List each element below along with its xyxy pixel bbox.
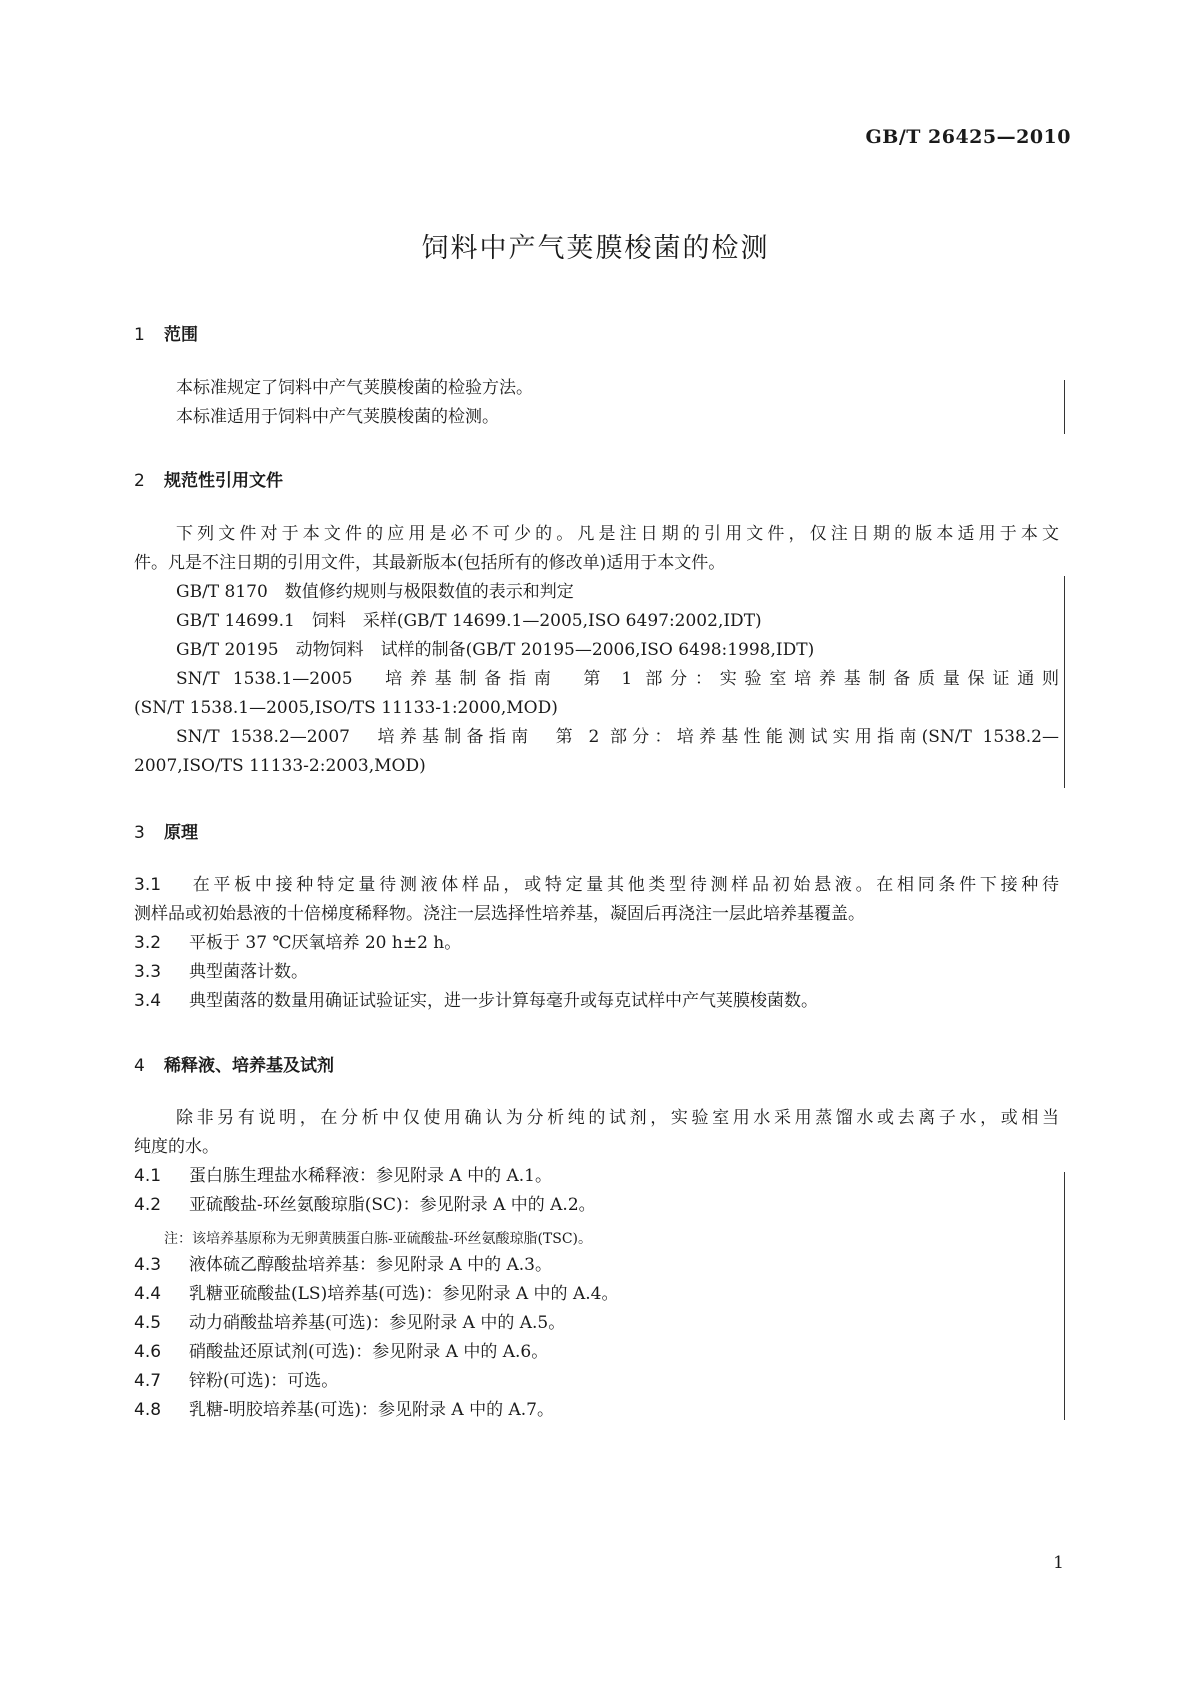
section-number: 1 xyxy=(134,325,145,345)
change-bar xyxy=(1064,380,1065,434)
paragraph-line: 下列文件对于本文件的应用是必不可少的。凡是注日期的引用文件，仅注日期的版本适用于本文 xyxy=(176,524,1059,544)
section-3-heading xyxy=(134,818,198,843)
note: 注：该培养基原称为无卵黄胰蛋白胨-亚硫酸盐-环丝氨酸琼脂(TSC)。 xyxy=(164,1231,593,1247)
clause-number: 3.1 xyxy=(134,875,162,895)
change-bar xyxy=(1064,1172,1065,1420)
clause-text: 硝酸盐还原试剂(可选)：参见附录 A 中的 A.6。 xyxy=(189,1342,549,1362)
paragraph-line: 纯度的水。 xyxy=(134,1137,219,1157)
clause-text: 锌粉(可选)：可选。 xyxy=(189,1371,339,1391)
clause-3-1-continued: 测样品或初始悬液的十倍梯度稀释物。浇注一层选择性培养基，凝固后再浇注一层此培养基覆盖。 xyxy=(134,904,865,924)
clause-number: 4.6 xyxy=(134,1342,162,1362)
clause-number: 4.5 xyxy=(134,1313,162,1333)
section-2-heading xyxy=(134,466,283,491)
clause-number: 4.1 xyxy=(134,1166,162,1186)
section-title: 规范性引用文件 xyxy=(164,471,283,491)
clause-3-1 xyxy=(134,877,1059,894)
clause-number: 4.3 xyxy=(134,1255,162,1275)
clause-text: 典型菌落的数量用确证试验证实，进一步计算每毫升或每克试样中产气荚膜梭菌数。 xyxy=(189,991,818,1011)
clause-number: 4.2 xyxy=(134,1195,162,1215)
reference-item-continued: (SN/T 1538.1—2005,ISO/TS 11133-1:2000,MOD) xyxy=(134,698,558,718)
clause-4-4 xyxy=(134,1286,618,1303)
clause-4-8 xyxy=(134,1402,554,1419)
clause-number: 3.2 xyxy=(134,933,162,953)
page-number: 1 xyxy=(1053,1553,1064,1573)
clause-4-1 xyxy=(134,1168,552,1185)
clause-4-6 xyxy=(134,1344,548,1361)
section-4-heading xyxy=(134,1051,334,1076)
document-title: 饲料中产气荚膜梭菌的检测 xyxy=(421,233,770,264)
section-number: 2 xyxy=(134,471,145,491)
paragraph-line: 本标准适用于饲料中产气荚膜梭菌的检测。 xyxy=(176,407,499,427)
change-bar xyxy=(1064,576,1065,788)
clause-3-2 xyxy=(134,935,461,952)
section-number: 3 xyxy=(134,823,145,843)
clause-text: 液体硫乙醇酸盐培养基：参见附录 A 中的 A.3。 xyxy=(189,1255,552,1275)
clause-text: 蛋白胨生理盐水稀释液：参见附录 A 中的 A.1。 xyxy=(189,1166,552,1186)
reference-item: GB/T 20195 动物饲料 试样的制备(GB/T 20195—2006,ISO 6498:1998,IDT) xyxy=(176,640,815,660)
clause-text: 动力硝酸盐培养基(可选)：参见附录 A 中的 A.5。 xyxy=(189,1313,566,1333)
clause-number: 4.8 xyxy=(134,1400,162,1420)
clause-text: 在平板中接种特定量待测液体样品，或特定量其他类型待测样品初始悬液。在相同条件下接种待 xyxy=(189,875,1059,895)
clause-number: 4.7 xyxy=(134,1371,162,1391)
reference-item: GB/T 8170 数值修约规则与极限数值的表示和判定 xyxy=(176,582,574,602)
clause-text: 典型菌落计数。 xyxy=(189,962,308,982)
reference-item-continued: 2007,ISO/TS 11133-2:2003,MOD) xyxy=(134,756,426,776)
paragraph-line: 件。凡是不注日期的引用文件，其最新版本(包括所有的修改单)适用于本文件。 xyxy=(134,553,726,573)
clause-text: 平板于 37 ℃厌氧培养 20 h±2 h。 xyxy=(189,933,462,953)
section-title: 原理 xyxy=(164,823,198,843)
paragraph-line: 本标准规定了饲料中产气荚膜梭菌的检验方法。 xyxy=(176,378,533,398)
clause-text: 亚硫酸盐-环丝氨酸琼脂(SC)：参见附录 A 中的 A.2。 xyxy=(189,1195,596,1215)
clause-4-7 xyxy=(134,1373,338,1390)
clause-number: 3.4 xyxy=(134,991,162,1011)
clause-4-2 xyxy=(134,1197,596,1214)
clause-text: 乳糖-明胶培养基(可选)：参见附录 A 中的 A.7。 xyxy=(189,1400,554,1420)
clause-text: 乳糖亚硫酸盐(LS)培养基(可选)：参见附录 A 中的 A.4。 xyxy=(189,1284,619,1304)
clause-3-3 xyxy=(134,964,308,981)
reference-item: SN/T 1538.2—2007 培养基制备指南 第 2 部分：培养基性能测试实用指南(SN/T 1538.2— xyxy=(176,727,1059,747)
clause-4-3 xyxy=(134,1257,552,1274)
section-title: 范围 xyxy=(164,325,198,345)
paragraph-line: 除非另有说明，在分析中仅使用确认为分析纯的试剂，实验室用水采用蒸馏水或去离子水，或相当 xyxy=(176,1108,1059,1128)
clause-number: 3.3 xyxy=(134,962,162,982)
section-title: 稀释液、培养基及试剂 xyxy=(164,1056,334,1076)
clause-3-4 xyxy=(134,993,818,1010)
reference-item: GB/T 14699.1 饲料 采样(GB/T 14699.1—2005,ISO 6497:2002,IDT) xyxy=(176,611,762,631)
section-1-heading xyxy=(134,320,198,345)
standard-code: GB/T 26425—2010 xyxy=(865,126,1071,148)
clause-4-5 xyxy=(134,1315,565,1332)
reference-item: SN/T 1538.1—2005 培养基制备指南 第 1 部分：实验室培养基制备质量保证通则 xyxy=(176,669,1059,689)
clause-number: 4.4 xyxy=(134,1284,162,1304)
section-number: 4 xyxy=(134,1056,145,1076)
